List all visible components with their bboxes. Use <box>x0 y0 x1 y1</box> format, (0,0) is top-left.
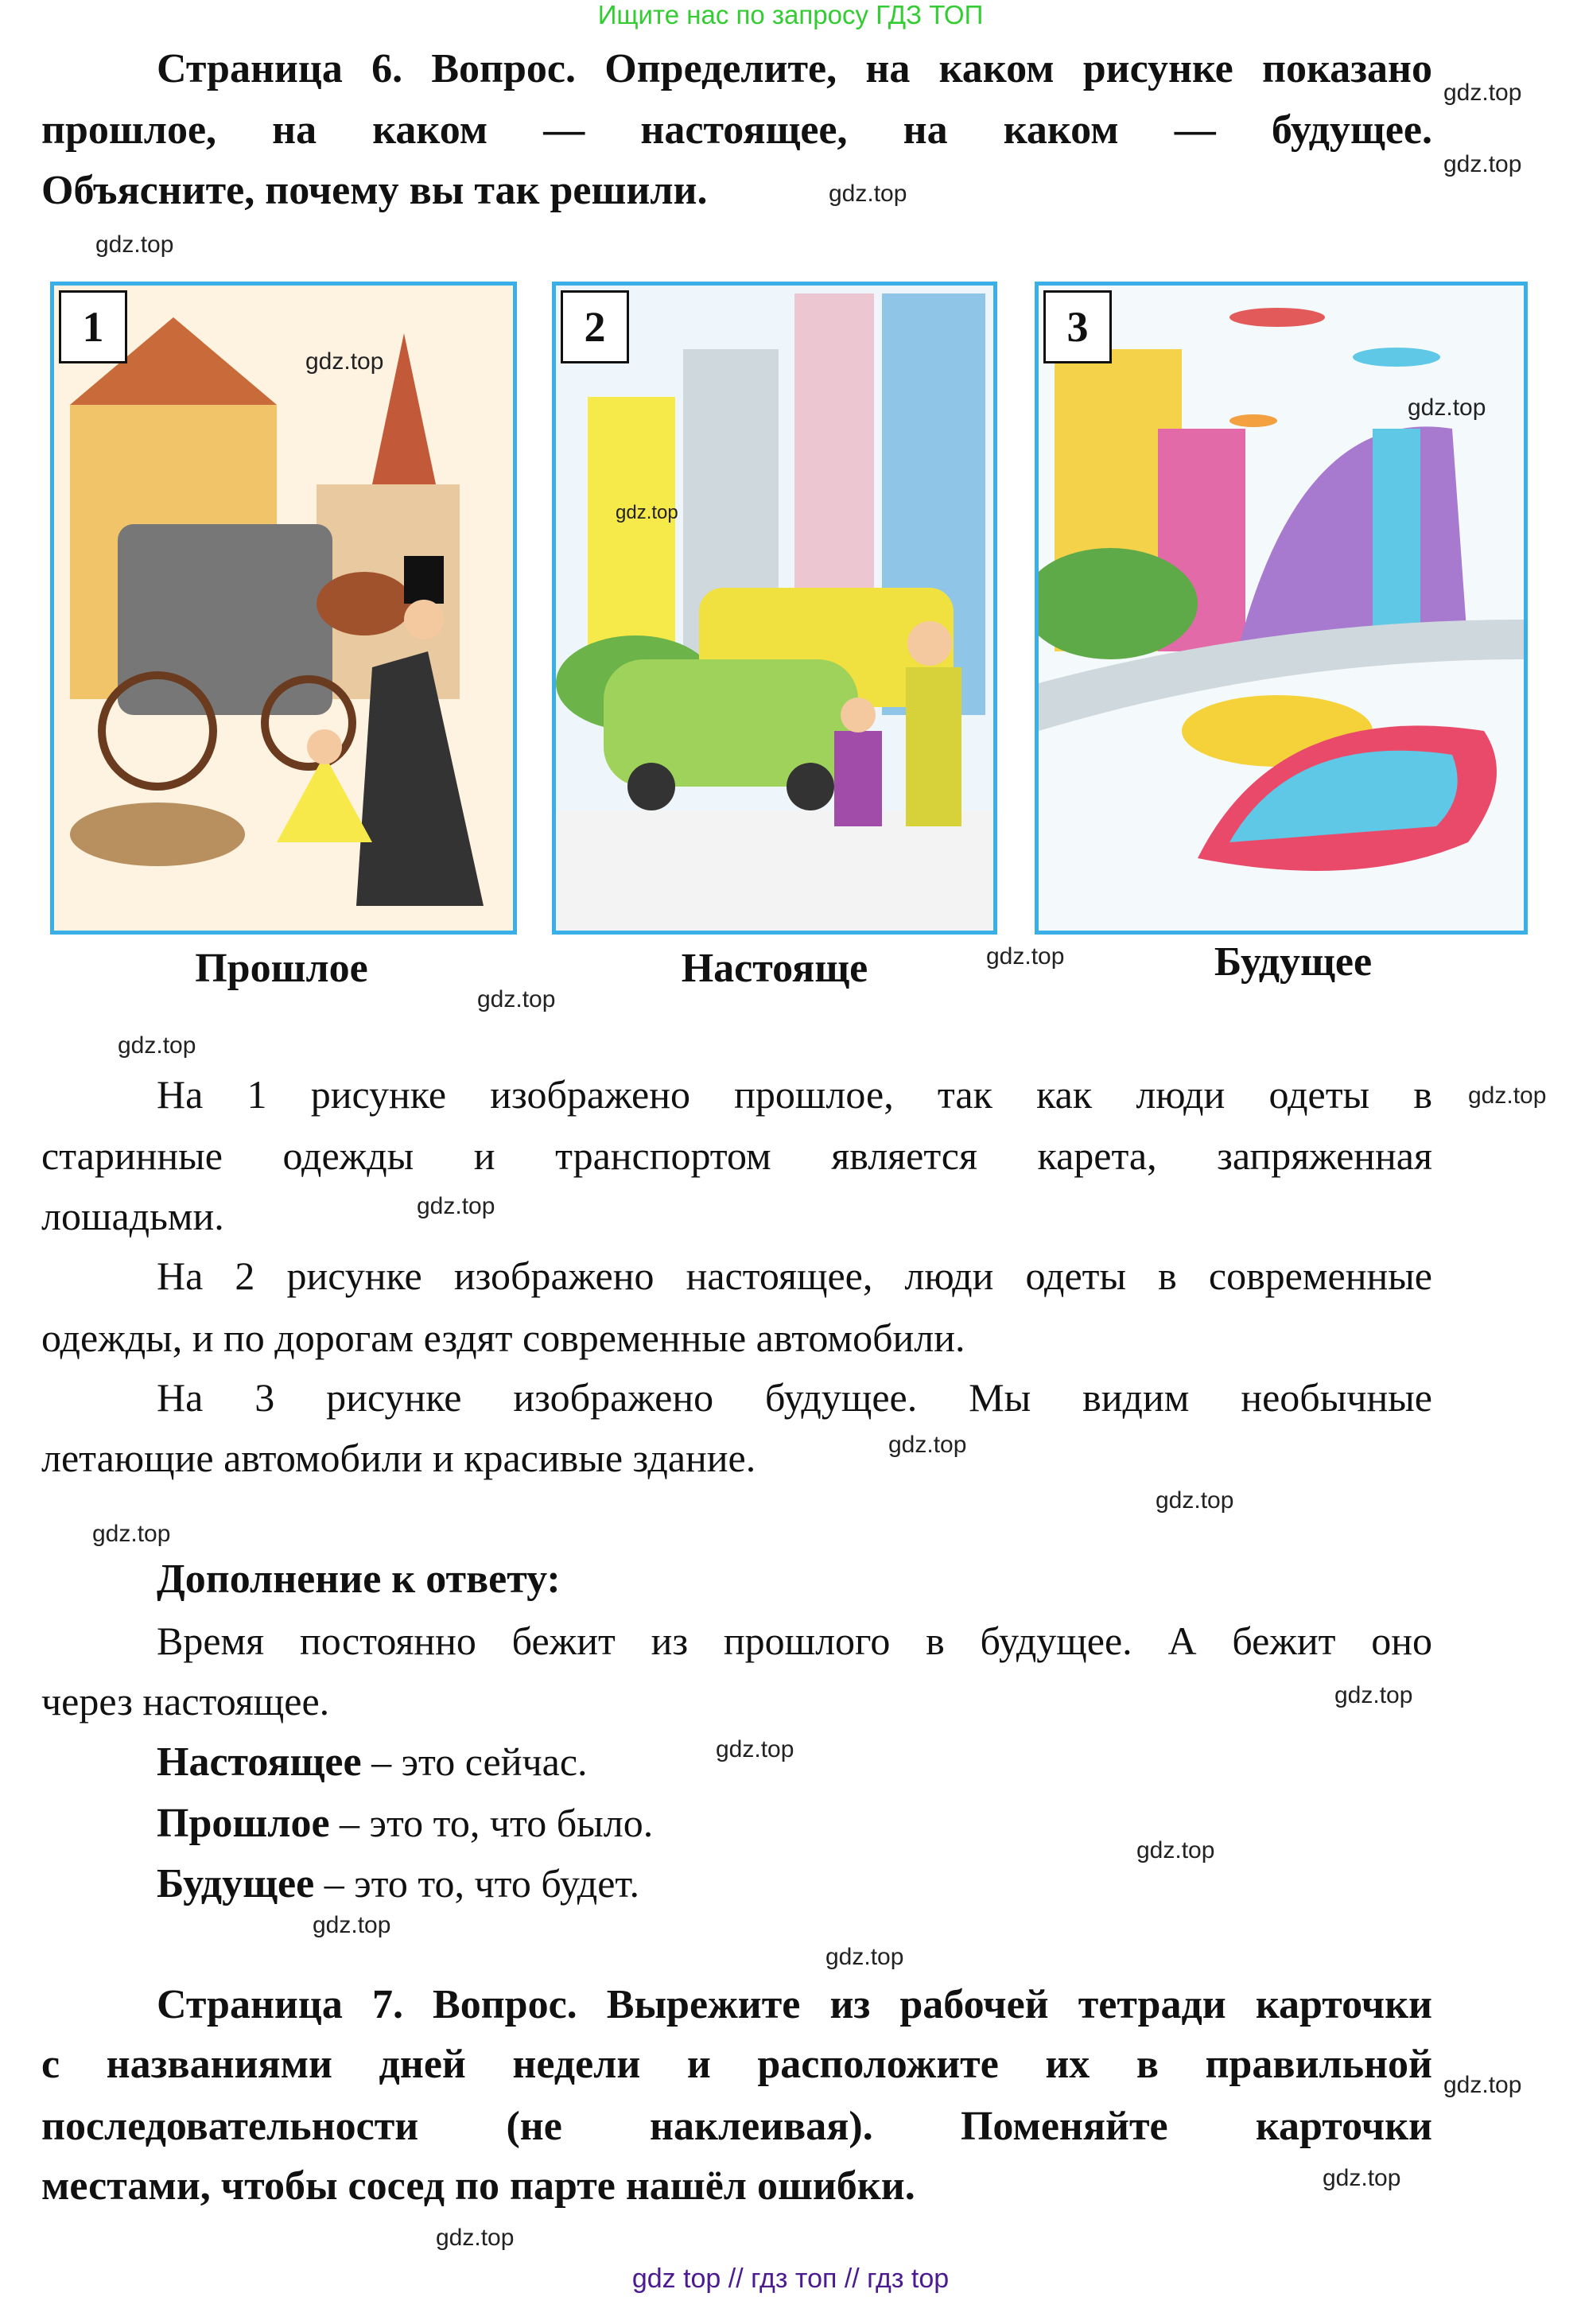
watermark: gdz.top <box>417 1193 495 1219</box>
answer-line: старинные одежды и транспортом является карета, запряженная <box>41 1133 1432 1178</box>
watermark: gdz.top <box>1468 1082 1547 1109</box>
definition: – это сейчас. <box>361 1739 588 1784</box>
definition-present <box>157 1731 1432 1792</box>
search-banner[interactable]: Ищите нас по запросу ГДЗ ТОП <box>597 0 984 29</box>
watermark: gdz.top <box>825 1944 904 1970</box>
picture-future <box>1035 282 1528 935</box>
watermark: gdz.top <box>716 1736 794 1762</box>
watermark: gdz.top <box>888 1432 967 1458</box>
addition-line: Время постоянно бежит из прошлого в будущее. А бежит оно <box>157 1619 1432 1663</box>
watermark: gdz.top <box>95 231 174 258</box>
watermark: gdz.top <box>1136 1837 1215 1863</box>
question-7-line: с названиями дней недели и расположите их в правильной <box>41 2042 1432 2087</box>
answer-line: летающие автомобили и красивые здание. <box>41 1436 756 1480</box>
definition-past <box>157 1793 1432 1853</box>
question-7-line: местами, чтобы сосед по парте нашёл ошибки. <box>41 2163 915 2209</box>
future-illustration <box>1039 286 1524 931</box>
footer-links[interactable]: gdz top // гдз топ // гдз top <box>631 2264 950 2294</box>
watermark: gdz.top <box>829 181 907 207</box>
definition: – это то, что будет. <box>314 1861 639 1906</box>
answer-line: На 1 рисунке изображено прошлое, так как люди одеты в <box>157 1072 1432 1117</box>
watermark: gdz.top <box>305 348 384 375</box>
watermark: gdz.top <box>92 1521 171 1547</box>
watermark: gdz.top <box>477 986 556 1012</box>
question-6-line: прошлое, на каком — настоящее, на каком — будущее. <box>41 107 1432 153</box>
term: Прошлое <box>157 1801 330 1846</box>
watermark: gdz.top <box>313 1912 391 1938</box>
answer-line: На 3 рисунке изображено будущее. Мы видим необычные <box>157 1375 1432 1420</box>
question-7-line: Страница 7. Вопрос. Вырежите из рабочей тетради карточки <box>157 1982 1432 2027</box>
picture-number: 1 <box>59 290 127 363</box>
past-illustration <box>54 286 513 931</box>
addition-title: Дополнение к ответу: <box>157 1556 561 1602</box>
question-6-line: Страница 6. Вопрос. Определите, на каком рисунке показано <box>157 46 1432 91</box>
watermark: gdz.top <box>1323 2165 1401 2191</box>
addition-line: через настоящее. <box>41 1679 330 1724</box>
watermark: gdz.top <box>1408 394 1486 421</box>
term: Будущее <box>157 1861 315 1906</box>
watermark: gdz.top <box>616 502 678 523</box>
question-6-line: Объясните, почему вы так решили. <box>41 168 708 213</box>
answer-line: лошадьми. <box>41 1194 224 1238</box>
picture-number: 2 <box>561 290 629 363</box>
answer-line: На 2 рисунке изображено настоящее, люди одеты в современные <box>157 1253 1432 1298</box>
watermark: gdz.top <box>1443 80 1522 106</box>
watermark: gdz.top <box>118 1032 196 1059</box>
answer-line: одежды, и по дорогам ездят современные автомобили. <box>41 1316 965 1360</box>
picture-caption: Прошлое <box>195 946 368 991</box>
definition: – это то, что было. <box>329 1801 654 1845</box>
term: Настоящее <box>157 1739 362 1785</box>
watermark: gdz.top <box>1443 2072 1522 2098</box>
picture-past <box>50 282 517 935</box>
question-7-line: последовательности (не наклеивая). Поменяйте карточки <box>41 2104 1432 2149</box>
watermark: gdz.top <box>436 2225 515 2251</box>
picture-number: 3 <box>1043 290 1112 363</box>
watermark: gdz.top <box>1443 151 1522 177</box>
watermark: gdz.top <box>986 943 1065 970</box>
picture-caption: Будущее <box>1214 939 1373 985</box>
present-illustration <box>556 286 993 931</box>
watermark: gdz.top <box>1334 1682 1413 1708</box>
watermark: gdz.top <box>1156 1487 1234 1514</box>
picture-present <box>552 282 997 935</box>
definition-future <box>157 1853 1432 1914</box>
picture-caption: Настояще <box>681 946 868 991</box>
